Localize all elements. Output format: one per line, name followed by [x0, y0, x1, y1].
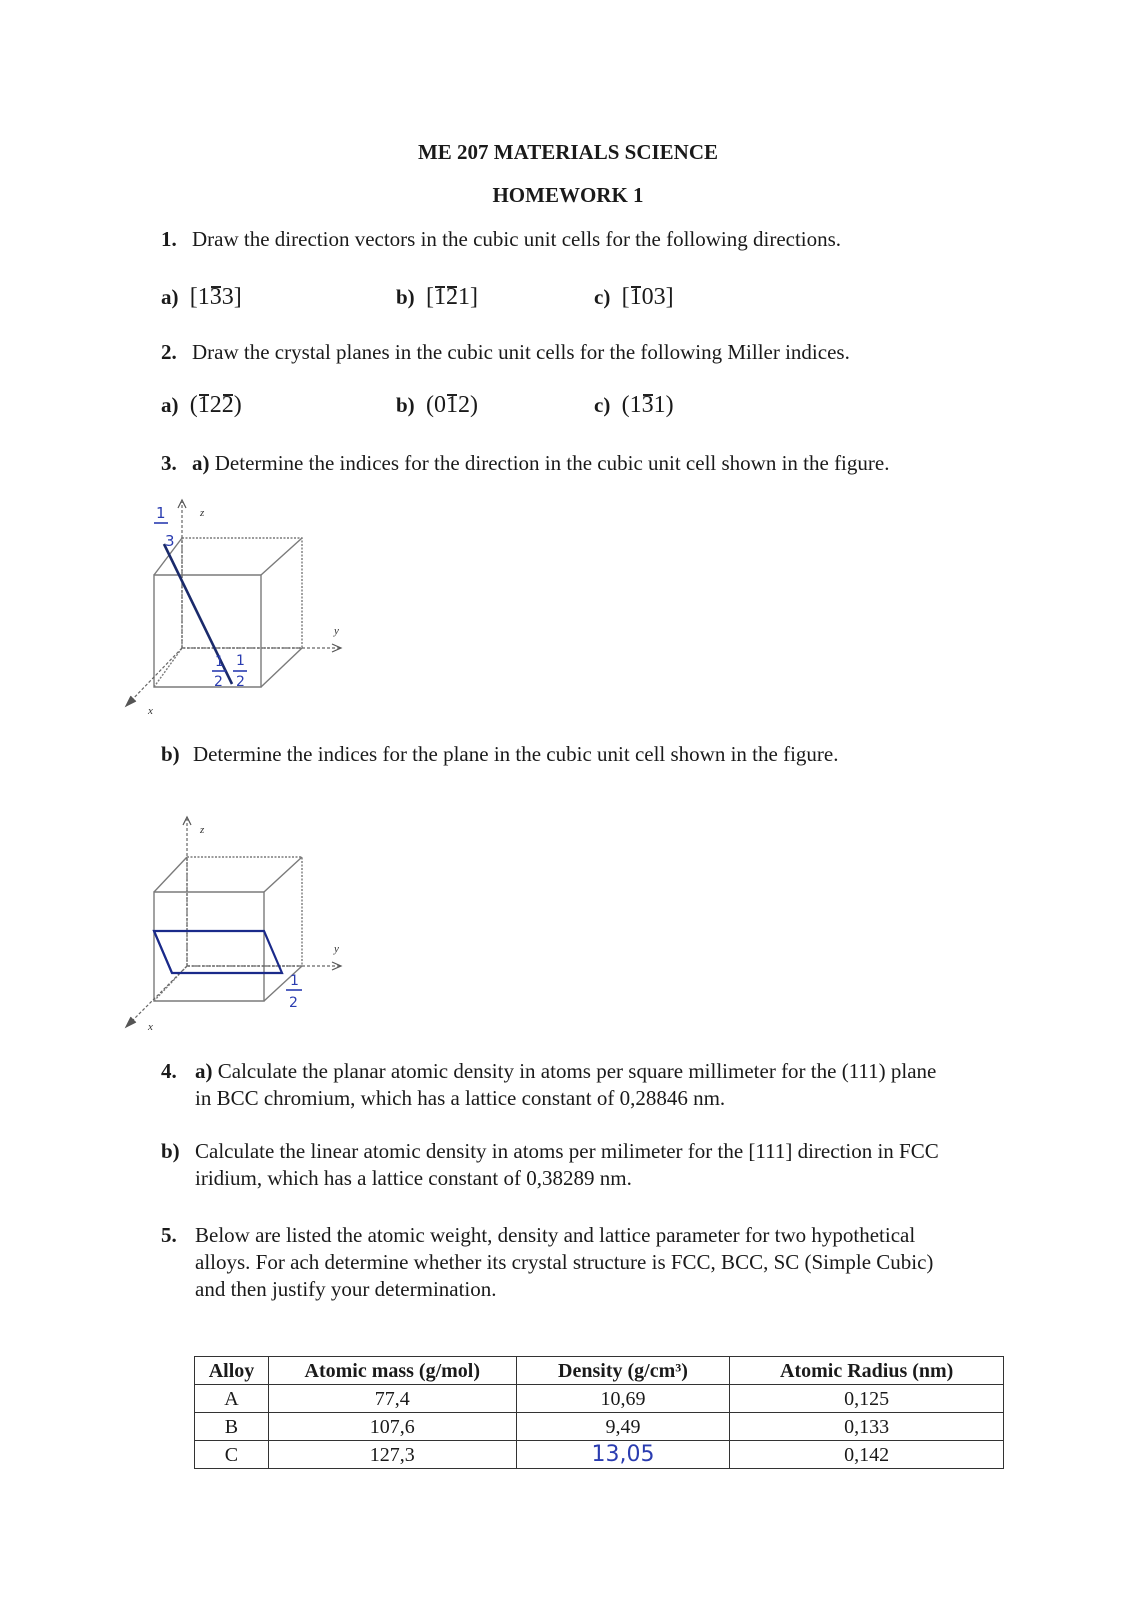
question-5-line1: Below are listed the atomic weight, density and lattice parameter for two hypothetical [195, 1223, 916, 1247]
crystal-plane [154, 931, 282, 973]
question-5-number: 5. [161, 1223, 177, 1247]
hand-fraction-bl-den: 2 [214, 674, 223, 690]
hand-fraction-br-den: 2 [236, 674, 245, 690]
digit: 3 [653, 284, 666, 310]
cube-edge [264, 857, 302, 892]
table-cell: 107,6 [268, 1413, 516, 1441]
question-3b [161, 742, 838, 767]
question-3b-text: Determine the indices for the plane in the cubic unit cell shown in the figure. [192, 742, 839, 766]
hand-fraction-num: 1 [290, 973, 299, 989]
cube-edge [261, 538, 302, 575]
digit-overbar: 1 [197, 392, 210, 418]
question-4-number: 4. [161, 1059, 177, 1083]
table-cell: 9,49 [516, 1413, 730, 1441]
table-row [195, 1385, 1004, 1413]
q2-option-b-index: (012) [425, 392, 478, 418]
z-axis-label: z [200, 824, 205, 836]
cube-edge [154, 857, 187, 892]
q2-option-b [396, 392, 478, 419]
q1-option-b-label: b) [396, 285, 415, 309]
digit: 0 [641, 284, 654, 310]
question-4b-line2: iridium, which has a lattice constant of 0,38289 nm. [195, 1166, 632, 1190]
q2-option-a [161, 392, 242, 419]
question-2-number: 2. [161, 340, 177, 364]
table-row [195, 1413, 1004, 1441]
question-3a [161, 451, 889, 476]
question-2-text: Draw the crystal planes in the cubic unit cells for the following Miller indices. [192, 340, 850, 364]
figure-3a-unit-cell [120, 500, 360, 730]
question-3a-text: Determine the indices for the direction in the cubic unit cell shown in the figure. [214, 451, 890, 475]
table-header-cell: Atomic Radius (nm) [730, 1357, 1004, 1385]
question-4a [161, 1058, 936, 1112]
question-4a-label: a) [195, 1059, 213, 1083]
question-4a-line1: Calculate the planar atomic density in atoms per square millimeter for the (111) plane [217, 1059, 937, 1083]
question-4b [161, 1138, 939, 1192]
figure-3b-unit-cell [120, 815, 360, 1040]
table-cell: 0,133 [730, 1413, 1004, 1441]
table-cell: 77,4 [268, 1385, 516, 1413]
alloy-table [194, 1356, 1004, 1469]
q1-option-b [396, 284, 478, 311]
z-axis-label: z [200, 507, 205, 519]
table-header-row [195, 1357, 1004, 1385]
digit: 1 [653, 392, 666, 418]
table-cell: 127,3 [268, 1441, 516, 1469]
y-axis-label: y [334, 943, 339, 955]
q2-option-c [594, 392, 674, 419]
x-axis-label: x [148, 705, 153, 717]
digit: 2 [209, 392, 222, 418]
digit: 0 [433, 392, 446, 418]
q2-option-a-index: (122) [189, 392, 242, 418]
table-cell: C [195, 1441, 269, 1469]
hand-fraction-den: 2 [289, 995, 298, 1011]
table-cell: A [195, 1385, 269, 1413]
q1-option-a-label: a) [161, 285, 179, 309]
x-axis-label: x [148, 1021, 153, 1033]
q1-option-c [594, 284, 674, 311]
cube-edge [261, 648, 302, 687]
table-cell: 10,69 [516, 1385, 730, 1413]
table-row [195, 1441, 1004, 1469]
question-3-number: 3. [161, 451, 177, 475]
digit: 1 [629, 392, 642, 418]
digit: 3 [221, 284, 234, 310]
question-5-line3: and then justify your determination. [195, 1277, 497, 1301]
digit-overbar: 1 [445, 392, 458, 418]
question-1 [161, 227, 841, 252]
question-1-number: 1. [161, 227, 177, 251]
question-2 [161, 340, 850, 365]
question-4b-label: b) [161, 1139, 180, 1163]
digit-overbar: 2 [221, 392, 234, 418]
q2-option-b-label: b) [396, 393, 415, 417]
digit: 2 [457, 392, 470, 418]
question-3a-label: a) [192, 451, 210, 475]
q1-option-c-label: c) [594, 285, 611, 309]
q1-option-b-index: [121] [425, 284, 478, 310]
cube-edge [154, 648, 182, 687]
table-header-cell: Density (g/cm³) [516, 1357, 730, 1385]
assignment-title: HOMEWORK 1 [492, 183, 644, 207]
table-header-cell: Alloy [195, 1357, 269, 1385]
question-4b-line1: Calculate the linear atomic density in atoms per milimeter for the [111] direction in FCC [195, 1139, 939, 1163]
table-cell: B [195, 1413, 269, 1441]
course-title: ME 207 MATERIALS SCIENCE [417, 140, 719, 164]
x-axis-arrow [126, 1017, 136, 1027]
x-axis-arrow [126, 696, 136, 706]
digit-overbar: 3 [209, 284, 222, 310]
digit: 1 [197, 284, 210, 310]
digit-overbar: 1 [629, 284, 642, 310]
q1-option-a-index: [133] [189, 284, 242, 310]
table-cell-handwritten: 13,05 [516, 1441, 730, 1469]
hand-fraction-top-num: 1 [156, 504, 166, 522]
handwritten-annotations [154, 504, 247, 690]
y-axis-label: y [334, 625, 339, 637]
q2-option-c-label: c) [594, 393, 611, 417]
question-5 [161, 1222, 933, 1303]
digit-overbar: 2 [445, 284, 458, 310]
crystal-plane-edge [154, 931, 172, 973]
table-header-cell: Atomic mass (g/mol) [268, 1357, 516, 1385]
q1-option-a [161, 284, 242, 311]
question-1-text: Draw the direction vectors in the cubic unit cells for the following directions. [192, 227, 842, 251]
digit: 1 [457, 284, 470, 310]
hand-fraction-top-den: 3 [165, 532, 175, 550]
hand-fraction-bl-num: 1 [215, 654, 224, 670]
question-5-line2: alloys. For ach determine whether its crystal structure is FCC, BCC, SC (Simple Cubic) [195, 1250, 934, 1274]
hand-fraction-br-num: 1 [236, 653, 245, 669]
table-cell: 0,142 [730, 1441, 1004, 1469]
digit-overbar: 1 [433, 284, 446, 310]
cube-front-face [154, 892, 264, 1001]
question-4a-line2: in BCC chromium, which has a lattice constant of 0,28846 nm. [195, 1086, 726, 1110]
digit-overbar: 3 [641, 392, 654, 418]
question-3b-label: b) [161, 742, 180, 766]
q2-option-c-index: (131) [621, 392, 674, 418]
q2-option-a-label: a) [161, 393, 179, 417]
x-axis [128, 648, 182, 704]
table-cell: 0,125 [730, 1385, 1004, 1413]
x-axis [128, 966, 187, 1025]
q1-option-c-index: [103] [621, 284, 674, 310]
